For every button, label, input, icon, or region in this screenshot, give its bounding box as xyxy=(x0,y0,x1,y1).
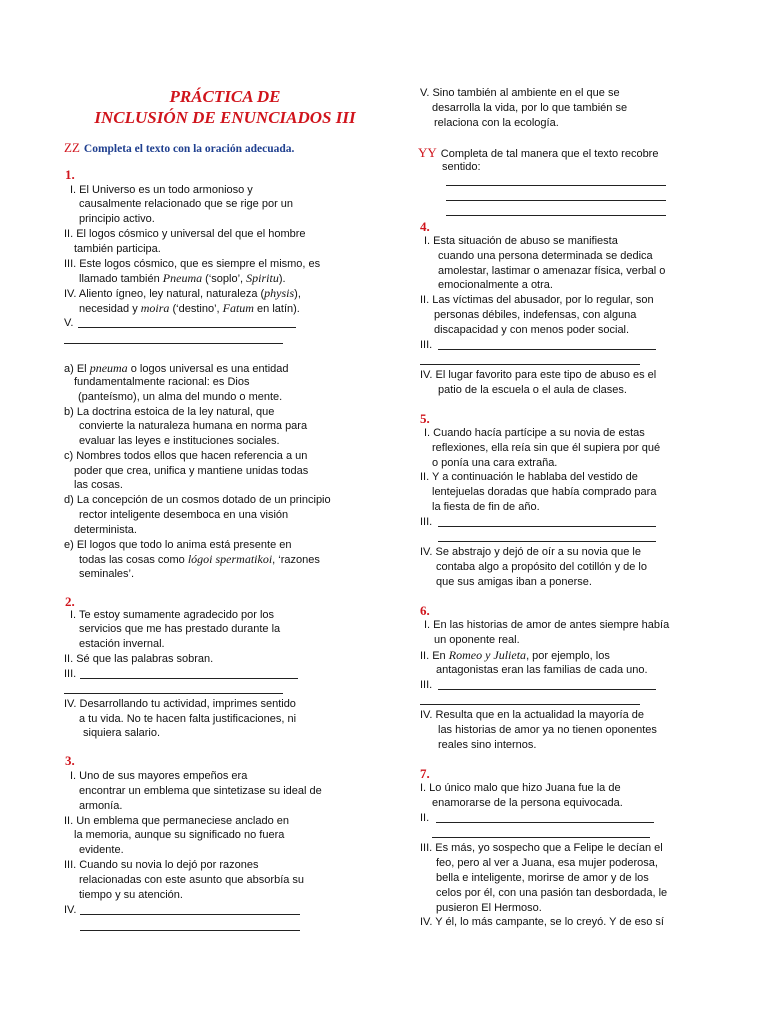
ex4-line: cuando una persona determinada se dedica xyxy=(438,250,653,262)
answer-blank-line[interactable] xyxy=(436,822,654,823)
carryover-line: V. Sino también al ambiente en el que se xyxy=(420,87,620,99)
ex3-line: la memoria, aunque su significado no fuera xyxy=(74,829,285,841)
instruction-2-text-cont: sentido: xyxy=(442,161,481,173)
option-d: d) La concepción de un cosmos dotado de un principio xyxy=(64,494,331,506)
ex7-line: I. Lo único malo que hizo Juana fue la de xyxy=(420,782,621,794)
exercise-2-number: 2. xyxy=(65,594,75,609)
ex2-line: a tu vida. No te hacen falta justificaciones, ni xyxy=(79,713,297,725)
page-title xyxy=(80,86,370,128)
ex6-line: las historias de amor ya no tienen oponentes xyxy=(438,724,657,736)
ex2-line: I. Te estoy sumamente agradecido por los xyxy=(70,609,275,621)
ex3-line: I. Uno de sus mayores empeños era xyxy=(70,770,248,782)
ex5-line: que sus amigas iban a ponerse. xyxy=(436,576,592,588)
ex1-line: principio activo. xyxy=(79,213,155,225)
ex4-line: I. Esta situación de abuso se manifiesta xyxy=(424,235,618,247)
option-e: e) El logos que todo lo anima está presente en xyxy=(64,539,292,551)
ex7-line: IV. Y él, lo más campante, se lo creyó. Y de eso sí xyxy=(420,916,664,928)
instruction-2-symbol: YY xyxy=(418,145,437,160)
option-e-line: todas las cosas como lógoi spermatikoi, ‘razones xyxy=(79,552,320,566)
ex4-line: IV. El lugar favorito para este tipo de abuso es el xyxy=(420,369,657,381)
option-b-line: evaluar las leyes e instituciones sociales. xyxy=(79,435,280,447)
ex6-line: un oponente real. xyxy=(434,634,520,646)
ex4-line: emocionalmente a otra. xyxy=(438,279,553,291)
option-b-line: convierte la naturaleza humana en norma para xyxy=(79,420,308,432)
ex3-line: armonía. xyxy=(79,800,123,812)
ex3-line: encontrar un emblema que sintetizase su ideal de xyxy=(79,785,322,797)
ex6-line: II. En Romeo y Julieta, por ejemplo, los xyxy=(420,648,610,662)
answer-blank-line[interactable] xyxy=(438,349,656,350)
answer-blank-line[interactable] xyxy=(78,327,296,328)
exercise-6-number: 6. xyxy=(420,603,430,618)
ex1-line: también participa. xyxy=(74,243,161,255)
ex5-line: la fiesta de fin de año. xyxy=(432,501,540,513)
ex1-line: causalmente relacionado que se rige por un xyxy=(79,198,294,210)
ex3-line: II. Un emblema que permaneciese anclado en xyxy=(64,815,290,827)
ex4-line: patio de la escuela o el aula de clases. xyxy=(438,384,627,396)
ex5-blank-label: III. xyxy=(420,516,433,528)
answer-blank-line[interactable] xyxy=(438,541,656,542)
ex5-line: II. Y a continuación le hablaba del vestido de xyxy=(420,471,638,483)
instruction-1-symbol: ZZ xyxy=(64,140,80,155)
ex5-line: lentejuelas doradas que había comprado para xyxy=(432,486,657,498)
ex2-line: IV. Desarrollando tu actividad, imprimes sentido xyxy=(64,698,296,710)
ex1-line: II. El logos cósmico y universal del que el hombre xyxy=(64,228,306,240)
ex2-line: siquiera salario. xyxy=(83,727,161,739)
carryover-line: relaciona con la ecología. xyxy=(434,117,559,129)
option-a-line: fundamentalmente racional: es Dios xyxy=(74,376,250,388)
ex4-line: personas débiles, indefensas, con alguna xyxy=(434,309,637,321)
ex7-line: III. Es más, yo sospecho que a Felipe le decían el xyxy=(420,842,663,854)
ex1-line: necesidad y moira (‘destino’, Fatum en latín). xyxy=(79,301,300,315)
ex2-line: servicios que me has prestado durante la xyxy=(79,623,281,635)
exercise-7-number: 7. xyxy=(420,766,430,781)
ex4-line: amolestar, lastimar o amenazar física, verbal o xyxy=(438,265,666,277)
ex6-line: I. En las historias de amor de antes siempre había xyxy=(424,619,670,631)
answer-blank-line[interactable] xyxy=(64,693,283,694)
answer-blank-line[interactable] xyxy=(420,704,640,705)
ex3-line: III. Cuando su novia lo dejó por razones xyxy=(64,859,259,871)
ex4-blank-label: III. xyxy=(420,339,433,351)
ex6-line: antagonistas eran las familias de cada uno. xyxy=(436,664,648,676)
ex5-line: o ponía una cara extraña. xyxy=(432,457,558,469)
option-a-line: (panteísmo), un alma del mundo o mente. xyxy=(78,391,283,403)
option-b: b) La doctrina estoica de la ley natural, que xyxy=(64,406,275,418)
answer-blank-line[interactable] xyxy=(432,837,650,838)
answer-blank-line[interactable] xyxy=(64,343,283,344)
option-c-line: las cosas. xyxy=(74,479,123,491)
ex3-line: evidente. xyxy=(79,844,124,856)
ex3-blank-label: IV. xyxy=(64,904,77,916)
answer-blank-line[interactable] xyxy=(446,200,666,201)
ex7-line: enamorarse de la persona equivocada. xyxy=(432,797,623,809)
instruction-2-text: Completa de tal manera que el texto recobre xyxy=(440,148,659,160)
option-d-line: rector inteligente desemboca en una visión xyxy=(79,509,289,521)
ex2-blank-label: III. xyxy=(64,668,77,680)
option-e-line: seminales’. xyxy=(79,568,135,580)
carryover-line: desarrolla la vida, por lo que también se xyxy=(432,102,628,114)
ex1-line: IV. Aliento ígneo, ley natural, naturaleza (physis), xyxy=(64,286,301,300)
exercise-3-number: 3. xyxy=(65,753,75,768)
ex1-line: I. El Universo es un todo armonioso y xyxy=(70,184,253,196)
exercise-1-number: 1. xyxy=(65,167,75,182)
ex3-line: tiempo y su atención. xyxy=(79,889,183,901)
option-c-line: poder que crea, unifica y mantiene unidas todas xyxy=(74,465,309,477)
answer-blank-line[interactable] xyxy=(446,215,666,216)
option-a: a) El pneuma o logos universal es una entidad xyxy=(64,361,289,375)
option-d-line: determinista. xyxy=(74,524,137,536)
instruction-1 xyxy=(64,140,294,156)
exercise-4-number: 4. xyxy=(420,219,430,234)
ex2-line: II. Sé que las palabras sobran. xyxy=(64,653,214,665)
ex2-line: estación invernal. xyxy=(79,638,165,650)
answer-blank-line[interactable] xyxy=(438,526,656,527)
ex6-line: IV. Resulta que en la actualidad la mayoría de xyxy=(420,709,645,721)
ex6-blank-label: III. xyxy=(420,679,433,691)
answer-blank-line[interactable] xyxy=(420,364,640,365)
instruction-2 xyxy=(418,145,658,161)
answer-blank-line[interactable] xyxy=(438,689,656,690)
ex7-line: feo, pero al ver a Juana, esa mujer poderosa, xyxy=(436,857,658,869)
ex7-line: bella e inteligente, morirse de amor y de los xyxy=(436,872,649,884)
instruction-1-text: Completa el texto con la oración adecuada. xyxy=(83,143,295,155)
option-c: c) Nombres todos ellos que hacen referencia a un xyxy=(64,450,308,462)
ex7-line: pusieron El Hermoso. xyxy=(436,902,542,914)
title-line-1: PRÁCTICA DE xyxy=(169,87,281,106)
ex4-line: II. Las víctimas del abusador, por lo regular, son xyxy=(420,294,654,306)
ex4-line: discapacidad y con menos poder social. xyxy=(434,324,630,336)
ex1-line: III. Este logos cósmico, que es siempre el mismo, es xyxy=(64,258,321,270)
answer-blank-line[interactable] xyxy=(446,185,666,186)
ex5-line: reflexiones, ella reía sin que él supiera por qué xyxy=(432,442,661,454)
ex6-line: reales sino internos. xyxy=(438,739,537,751)
title-line-2: INCLUSIÓN DE ENUNCIADOS III xyxy=(94,108,356,127)
ex5-line: contaba algo a propósito del cotillón y de lo xyxy=(436,561,647,573)
ex5-line: IV. Se abstrajo y dejó de oír a su novia que le xyxy=(420,546,641,558)
ex1-blank-label: V. xyxy=(64,317,74,329)
answer-blank-line[interactable] xyxy=(80,914,300,915)
ex1-line: llamado también Pneuma (‘soplo’, Spiritu). xyxy=(79,271,286,285)
exercise-5-number: 5. xyxy=(420,411,430,426)
ex7-line: celos por él, con una pasión tan desbordada, le xyxy=(436,887,668,899)
ex7-blank-label: II. xyxy=(420,812,430,824)
ex5-line: I. Cuando hacía partícipe a su novia de estas xyxy=(424,427,645,439)
answer-blank-line[interactable] xyxy=(80,930,300,931)
answer-blank-line[interactable] xyxy=(80,678,298,679)
ex3-line: relacionadas con este asunto que absorbía su xyxy=(79,874,305,886)
